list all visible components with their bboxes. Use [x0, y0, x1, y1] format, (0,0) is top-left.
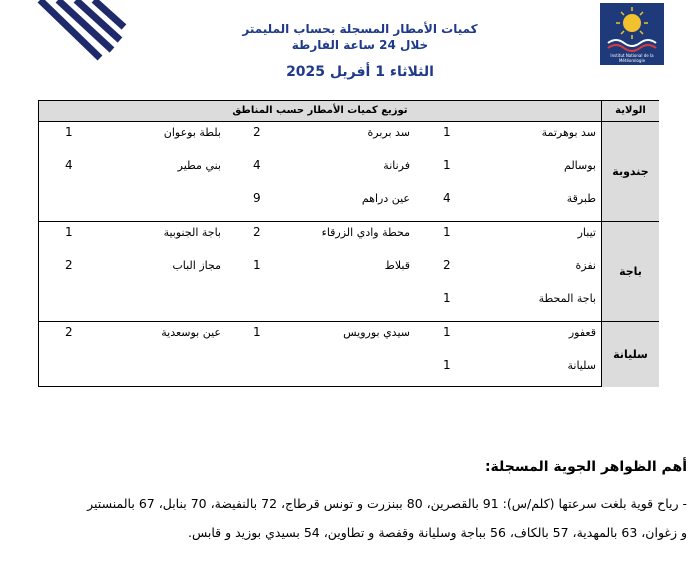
station-name: عين بوسعدية [161, 326, 221, 339]
inm-logo [600, 3, 664, 65]
header-distribution: توزيع كميات الأمطار حسب المناطق [39, 101, 601, 121]
station-name: سد بربرة [367, 126, 410, 139]
rainfall-table [38, 100, 659, 387]
station-value: 2 [65, 325, 73, 339]
title-line-1: كميات الأمطار المسجلة بحساب المليمتر [242, 22, 478, 36]
station-value: 4 [253, 158, 261, 172]
station-name: سليانة [567, 359, 596, 372]
station-value: 2 [253, 125, 261, 139]
station-name: فرنانة [383, 159, 410, 172]
station-name: قبلاط [384, 259, 410, 272]
station-name: بني مطير [177, 159, 221, 172]
station-value: 1 [443, 358, 451, 372]
station-name: سد بوهرتمة [541, 126, 596, 139]
governorate-siliana: سليانة [602, 322, 659, 387]
station-value: 2 [443, 258, 451, 272]
report-date: الثلاثاء 1 أفريل 2025 [286, 64, 434, 80]
station-name: سيدي بورويس [343, 326, 410, 339]
station-value: 1 [443, 225, 451, 239]
title-line-2: خلال 24 ساعة الفارطة [291, 38, 429, 52]
decorative-stripes [0, 0, 130, 80]
header-governorate: الولاية [602, 101, 659, 121]
station-name: نفزة [575, 259, 596, 272]
station-value: 2 [253, 225, 261, 239]
station-value: 1 [65, 125, 73, 139]
station-value: 1 [253, 325, 261, 339]
phenomena-text: - رياح قوية بلغت سرعتها (كلم/س): 91 بالقصرين، 80 ببنزرت و تونس قرطاج، 72 بالنفيضة، 70 بنابل، 67 بالمنستير و زغوان، 63 بالمهدية، 57 بالكاف، 56 بباجة وسليانة وقفصة و تطاوين، 54 بسيدي بوزيد و قابس. [87, 496, 687, 540]
station-name: مجاز الباب [172, 259, 221, 272]
station-value: 4 [443, 191, 451, 205]
station-name: بلطة بوعوان [163, 126, 221, 139]
station-value: 1 [443, 325, 451, 339]
station-name: باجة الجنوبية [163, 226, 221, 239]
station-name: بوسالم [564, 159, 596, 172]
station-name: قعفور [568, 326, 596, 339]
logo-caption: Institut National de la Météorologie [610, 53, 654, 63]
station-value: 1 [253, 258, 261, 272]
station-name: باجة المحطة [538, 292, 596, 305]
station-value: 1 [65, 225, 73, 239]
phenomena-title: أهم الظواهر الجوية المسجلة: [484, 459, 687, 475]
station-name: محطة وادي الزرقاء [321, 226, 410, 239]
station-name: تيبار [577, 226, 596, 239]
station-value: 4 [65, 158, 73, 172]
station-value: 9 [253, 191, 261, 205]
station-value: 2 [65, 258, 73, 272]
governorate-beja: باجة [602, 222, 659, 321]
governorate-jendouba: جندوبة [602, 122, 659, 221]
station-value: 1 [443, 158, 451, 172]
station-name: عين دراهم [361, 192, 410, 205]
station-value: 1 [443, 291, 451, 305]
sun-waves-icon [600, 3, 664, 53]
station-name: طبرقة [566, 192, 596, 205]
station-value: 1 [443, 125, 451, 139]
